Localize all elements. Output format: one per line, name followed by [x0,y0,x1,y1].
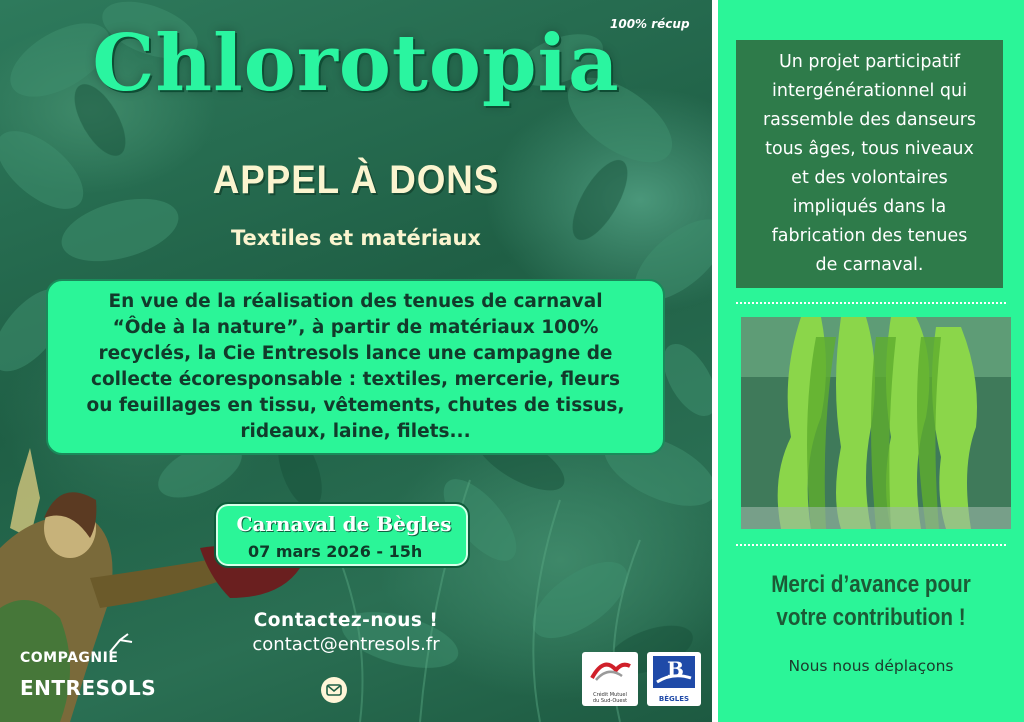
event-box [214,502,470,568]
description-line: intergénérationnel qui [771,81,967,101]
project-description-box [736,40,1003,288]
credit-mutuel-text [582,692,638,704]
thanks-line: Merci d’avance pour [771,571,971,598]
sponsor-credit-mutuel [582,652,638,706]
begles-text: BÈGLES [658,695,690,703]
poster-tagline: Textiles et matériaux [231,226,481,250]
recup-tag: 100% récup [610,17,690,31]
poster-subtitle: APPEL À DONS [212,158,500,202]
event-title: Carnaval de Bègles [236,512,452,536]
credit-mutuel-line: du Sud-Ouest [592,698,628,704]
description-line: et des volontaires [791,168,948,188]
info-line: rideaux, laine, filets... [240,421,471,442]
description-line: de carnaval. [815,255,924,275]
pickup-note: Nous nous déplaçons [788,657,954,675]
info-line: recyclés, la Cie Entresols lance une campagne de [98,343,613,364]
svg-text:B: B [667,657,684,681]
mail-icon [326,684,342,696]
info-line: En vue de la réalisation des tenues de carnaval [108,291,603,312]
description-line: tous âges, tous niveaux [765,139,974,159]
description-line: fabrication des tenues [771,226,968,246]
info-line: ou feuillages en tissu, vêtements, chutes de tissus, [86,395,625,416]
event-date: 07 mars 2026 - 15h [248,542,423,561]
mail-button[interactable] [321,677,347,703]
description-line: rassemble des danseurs [762,110,977,130]
begles-logo-icon [647,652,701,692]
credit-mutuel-line: Crédit Mutuel [593,692,627,698]
info-text [87,289,625,445]
poster-title: Chlorotopia [92,18,620,109]
company-name-line1: COMPAGNIE [20,650,119,666]
info-line: “Ôde à la nature”, à partir de matériaux 100% [112,317,599,338]
thanks-line: votre contribution ! [776,604,966,631]
company-logo [20,638,157,704]
costume-photo [741,317,1011,529]
sidebar [718,0,1024,722]
contact-email[interactable]: contact@entresols.fr [252,634,440,655]
sponsor-begles [647,652,701,706]
company-name-line2: ENTRESOLS [20,676,157,700]
dotted-divider [736,544,1006,546]
dotted-divider [736,302,1006,304]
info-line: collecte écoresponsable : textiles, mercerie, fleurs [90,369,621,390]
contact-label: Contactez-nous ! [253,610,439,631]
project-description [763,48,976,280]
thanks-message [739,568,1002,634]
description-line: impliqués dans la [792,197,947,217]
description-line: Un projet participatif [778,52,961,72]
credit-mutuel-logo-icon [582,656,638,686]
